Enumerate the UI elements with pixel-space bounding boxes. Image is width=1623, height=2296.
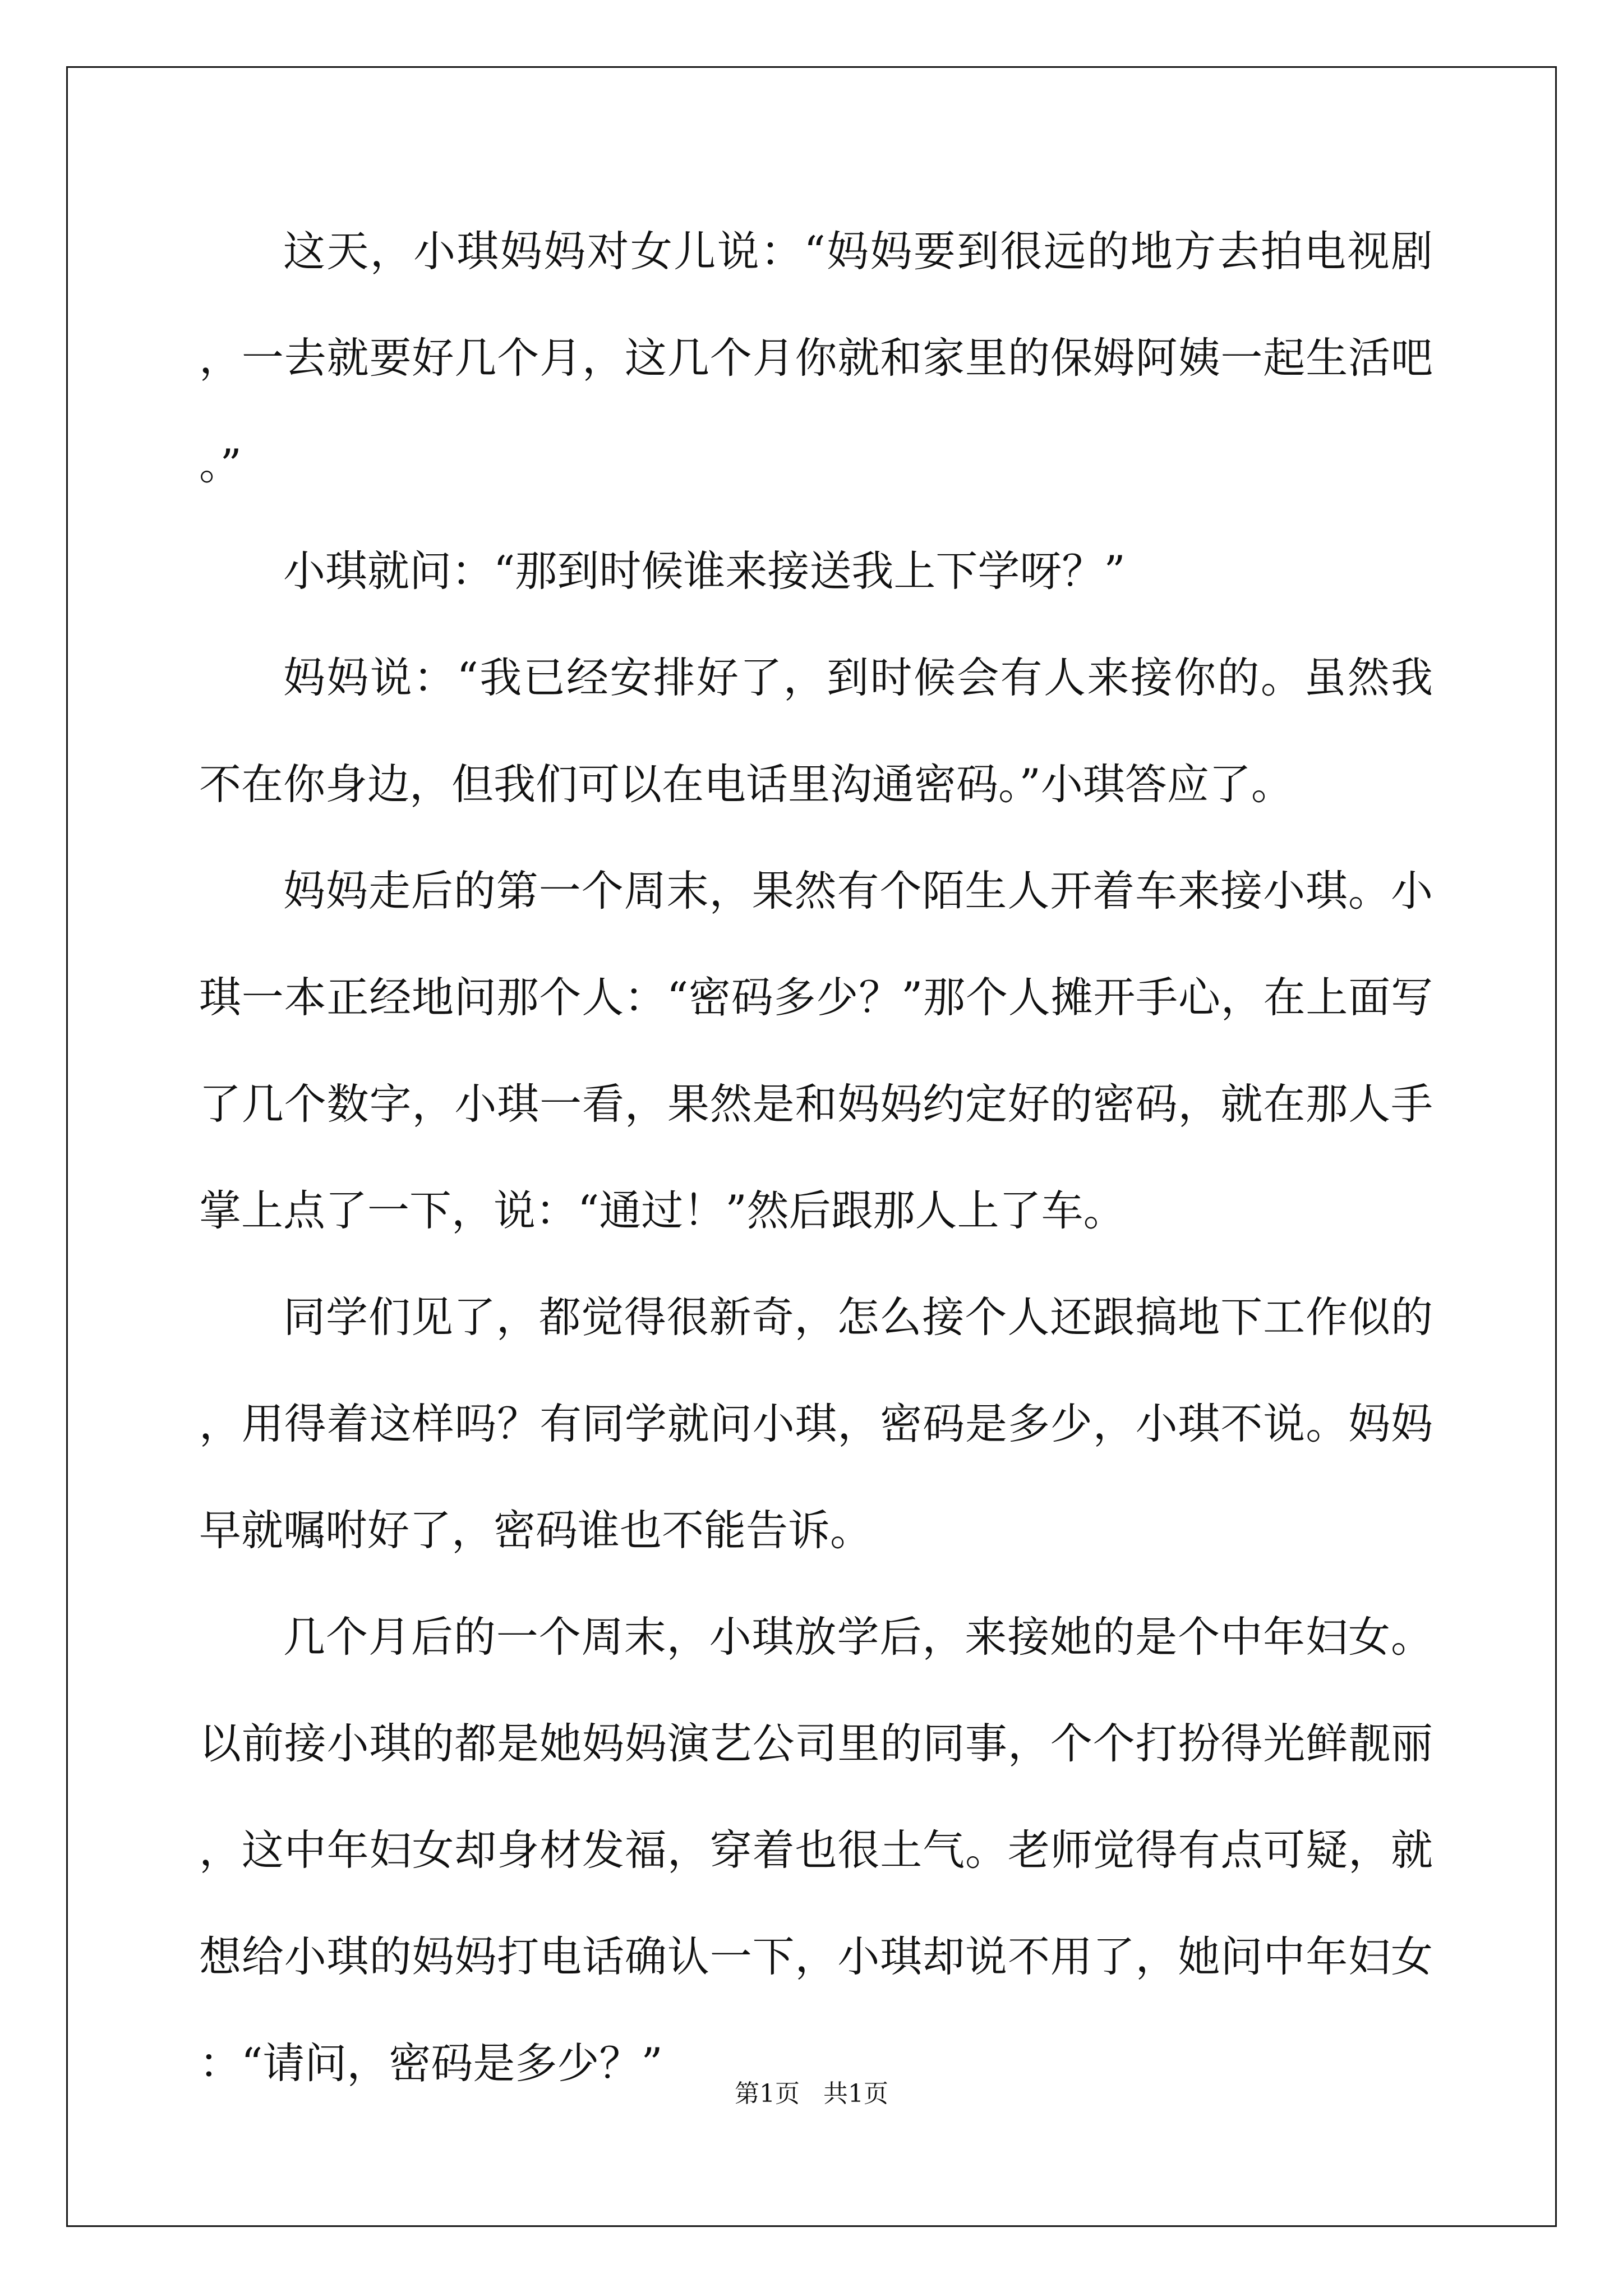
document-body bbox=[199, 198, 1433, 2116]
paragraph-4: 妈妈走后的第一个周末，果然有个陌生人开着车来接小琪。小琪一本正经地问那个人：“密码多少？”那个人摊开手心，在上面写了几个数字，小琪一看，果然是和妈妈约定好的密码，就在那人手掌上点了一下，说：“通过！”然后跟那人上了车。 bbox=[199, 866, 1433, 1235]
page-number-footer: 第1页 共1页 bbox=[735, 2079, 888, 2108]
paragraph-6: 几个月后的一个周末，小琪放学后，来接她的是个中年妇女。以前接小琪的都是她妈妈演艺公司里的同事，个个打扮得光鲜靓丽，这中年妇女却身材发福，穿着也很土气。老师觉得有点可疑，就想给小琪的妈妈打电话确认一下，小琪却说不用了，她问中年妇女：“请问，密码是多少？” bbox=[199, 1612, 1433, 2088]
paragraph-2: 小琪就问：“那到时候谁来接送我上下学呀？” bbox=[283, 546, 1126, 596]
paragraph-3: 妈妈说：“我已经安排好了，到时候会有人来接你的。虽然我不在你身边，但我们可以在电话里沟通密码。”小琪答应了。 bbox=[199, 653, 1433, 809]
paragraph-5: 同学们见了，都觉得很新奇，怎么接个人还跟搞地下工作似的，用得着这样吗？有同学就问小琪，密码是多少，小琪不说。妈妈早就嘱咐好了，密码谁也不能告诉。 bbox=[199, 1292, 1433, 1555]
paragraph-1: 这天，小琪妈妈对女儿说：“妈妈要到很远的地方去拍电视剧，一去就要好几个月，这几个月你就和家里的保姆阿姨一起生活吧。” bbox=[199, 227, 1433, 489]
